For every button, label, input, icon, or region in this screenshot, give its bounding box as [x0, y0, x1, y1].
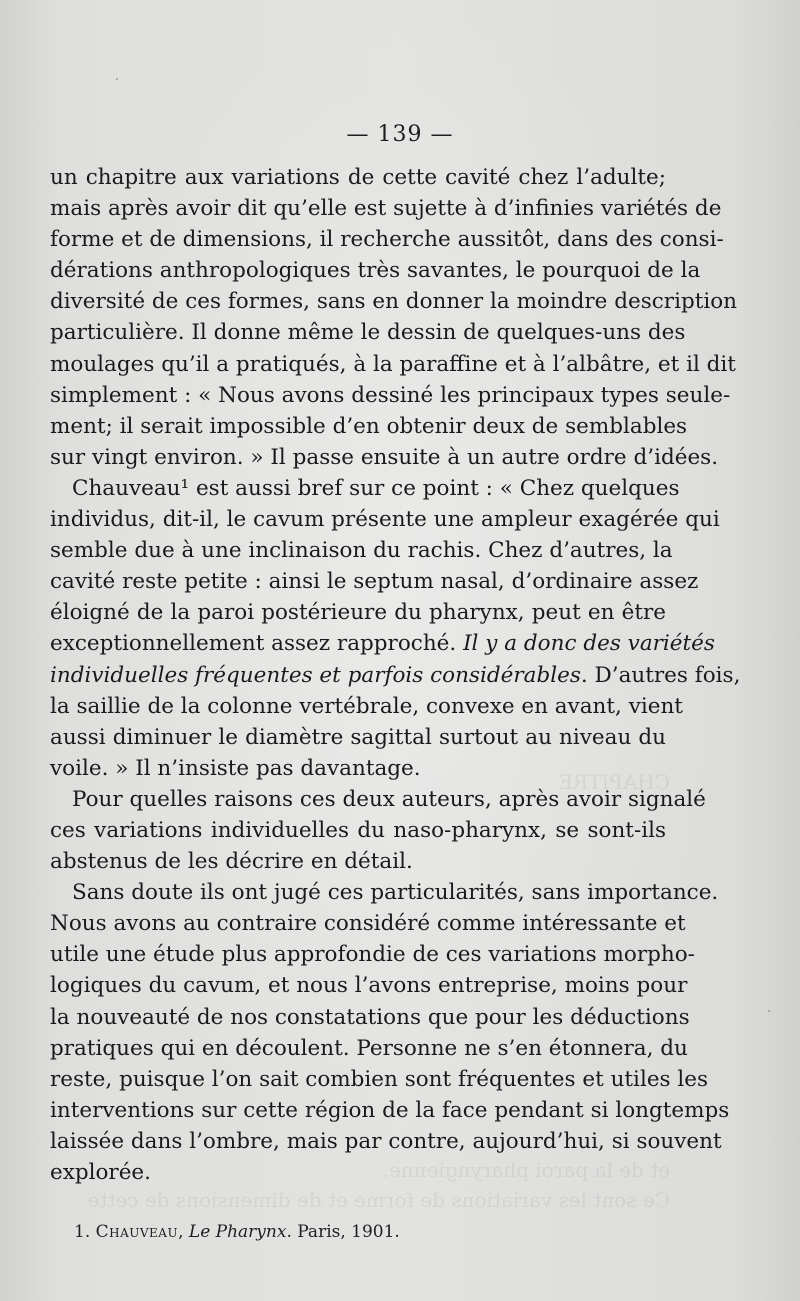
text-line	[50, 1126, 722, 1157]
footnote-number: 1.	[74, 1222, 96, 1242]
text-line	[50, 286, 738, 317]
text-line	[50, 317, 686, 348]
text-line	[50, 162, 666, 193]
text-line	[50, 1033, 688, 1064]
text-line	[50, 784, 706, 815]
text-line	[50, 722, 666, 753]
show-through-text: et de la paroi pharyngienne.	[382, 1158, 670, 1182]
italic-text: Il y a donc des variétés	[463, 631, 715, 657]
text-line	[50, 411, 688, 442]
text-run: laissée dans l’ombre, mais par contre, aujourd’hui, si souvent	[50, 1128, 722, 1154]
text-line	[50, 691, 683, 722]
text-run: exceptionnellement assez rapproché.	[50, 631, 464, 657]
text-run: sur vingt environ. » Il passe ensuite à un autre ordre d’idées.	[50, 444, 719, 470]
text-line	[50, 815, 666, 846]
text-run: un chapitre aux variations de cette cavité chez l’adulte;	[50, 165, 666, 190]
text-run: Pour quelles raisons ces deux auteurs, après avoir signalé	[72, 786, 706, 812]
text-run: semble due à une inclinaison du rachis. Chez d’autres, la	[50, 538, 673, 564]
text-line	[50, 224, 724, 255]
text-run: dérations anthropologiques très savantes, le pourquoi de la	[50, 258, 701, 284]
text-run: forme et de dimensions, il recherche aussitôt, dans des consi-	[50, 227, 724, 253]
text-line	[50, 970, 688, 1001]
text-run: individus, dit-il, le cavum présente une ampleur exagérée qui	[50, 507, 720, 533]
text-run: diversité de ces formes, sans en donner la moindre description	[50, 289, 738, 315]
text-run: simplement : « Nous avons dessiné les principaux types seule-	[50, 382, 731, 408]
italic-text: individuelles fréquentes et parfois considérables	[50, 662, 581, 688]
text-line	[50, 877, 719, 908]
text-line	[50, 193, 722, 224]
text-run: particulière. Il donne même le dessin de quelques-uns des	[50, 320, 686, 346]
text-line	[50, 1157, 666, 1188]
text-run: la saillie de la colonne vertébrale, convexe en avant, vient	[50, 693, 683, 719]
text-line	[50, 1002, 690, 1033]
text-run: abstenus de les décrire en détail.	[50, 849, 413, 875]
text-run: ment; il serait impossible d’en obtenir deux de semblables	[50, 413, 688, 439]
text-line	[50, 753, 666, 784]
text-line	[50, 566, 699, 597]
text-line	[50, 1095, 730, 1126]
show-through-text: Ce sont les variations de forme et de dimensions de cette	[87, 1188, 670, 1212]
text-run: . D’autres fois,	[580, 662, 741, 688]
text-run: Nous avons au contraire considéré comme intéressante et	[50, 911, 686, 937]
text-run: la nouveauté de nos constatations que pour les déductions	[50, 1004, 690, 1030]
text-run: aussi diminuer le diamètre sagittal surtout au niveau du	[50, 724, 666, 750]
text-run: éloigné de la paroi postérieure du pharynx, peut en être	[50, 600, 666, 626]
text-line	[50, 1064, 709, 1095]
text-line	[50, 442, 719, 473]
text-line	[50, 504, 720, 535]
text-line	[50, 846, 666, 877]
text-run: mais après avoir dit qu’elle est sujette à d’infinies variétés de	[50, 196, 722, 222]
text-line	[50, 597, 666, 628]
text-run: voile. » Il n’insiste pas davantage.	[50, 755, 421, 781]
text-line	[50, 473, 680, 504]
footnote-author: Chauveau	[95, 1222, 179, 1242]
text-run: moulages qu’il a pratiqués, à la paraffine et à l’albâtre, et il dit	[50, 351, 736, 377]
text-line	[50, 939, 695, 970]
text-line	[50, 255, 701, 286]
text-run: Sans doute ils ont jugé ces particularités, sans importance.	[72, 880, 719, 906]
show-through-text: CHAPITRE	[558, 770, 670, 794]
page-number: — 139 —	[346, 122, 454, 147]
text-line	[50, 908, 686, 939]
footnote-rest: . Paris, 1901.	[286, 1222, 400, 1242]
text-line	[50, 628, 715, 659]
paper-speck	[768, 1010, 770, 1012]
footnote	[74, 1220, 400, 1244]
text-run: logiques du cavum, et nous l’avons entreprise, moins pour	[50, 973, 688, 999]
footnote-separator: ,	[178, 1222, 189, 1242]
text-run: pratiques qui en découlent. Personne ne s’en étonnera, du	[50, 1035, 688, 1061]
text-line	[50, 380, 731, 411]
paper-speck	[116, 78, 118, 80]
text-run: Chauveau¹ est aussi bref sur ce point : « Chez quelques	[72, 475, 680, 501]
body-text	[50, 162, 741, 1188]
text-run: reste, puisque l’on sait combien sont fréquentes et utiles les	[50, 1066, 709, 1092]
text-run: explorée.	[50, 1160, 151, 1185]
text-line	[50, 660, 741, 691]
text-line	[50, 535, 673, 566]
text-run: interventions sur cette région de la face pendant si longtemps	[50, 1097, 730, 1123]
text-run: ces variations individuelles du naso-pharynx, se sont-ils	[50, 817, 666, 843]
footnote-title: Le Pharynx	[188, 1222, 287, 1242]
text-line	[50, 349, 736, 380]
text-run: utile une étude plus approfondie de ces variations morpho-	[50, 942, 695, 968]
text-run: cavité reste petite : ainsi le septum nasal, d’ordinaire assez	[50, 569, 699, 595]
